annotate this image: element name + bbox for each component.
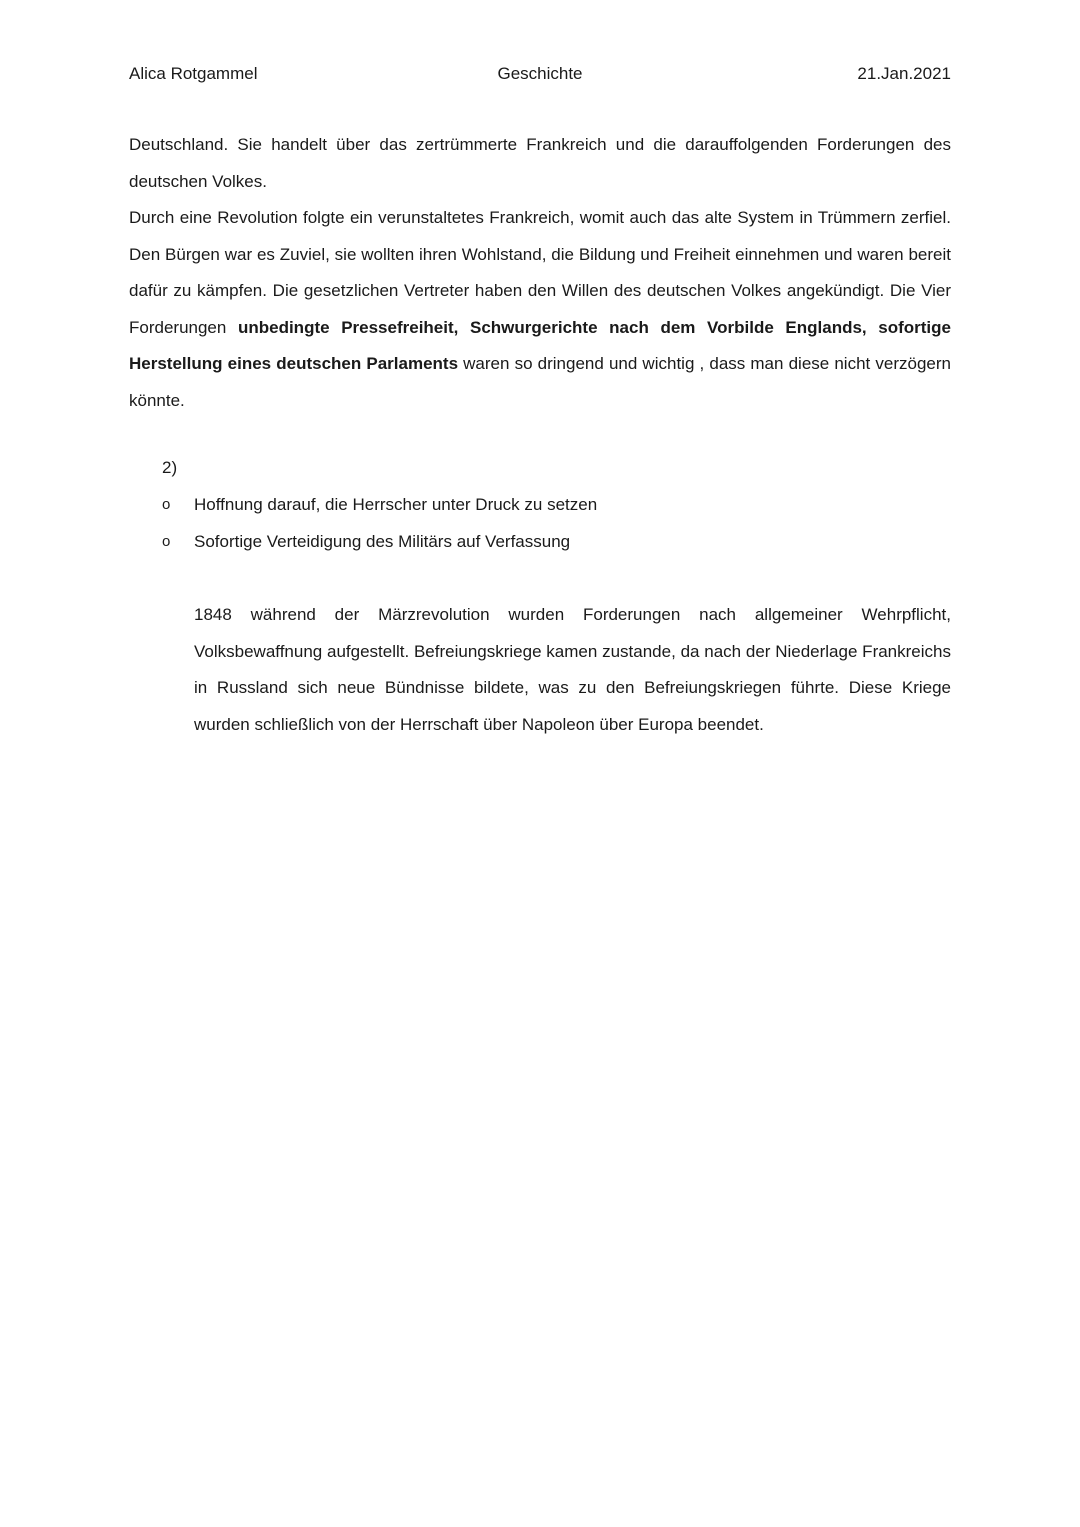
paragraph-2-bold-demands: unbedingte Pressefreiheit, Schwurgerichte nach dem Vorbilde Englands, sofortige Herstellung eines deutschen Parlaments — [129, 317, 951, 373]
section-number: 2) — [162, 458, 178, 477]
list-item — [129, 491, 951, 528]
header-date: 21.Jan.2021 — [857, 64, 951, 83]
header-subject: Geschichte — [497, 64, 583, 83]
page-header — [129, 64, 951, 88]
list-item-text: Sofortige Verteidigung des Militärs auf Verfassung — [194, 532, 571, 551]
paragraph-1: Deutschland. Sie handelt über das zertrümmerte Frankreich und die darauffolgenden Forderungen des deutschen Volkes. — [129, 135, 951, 191]
paragraph-2 — [129, 200, 951, 419]
bullet-list — [129, 491, 951, 565]
bullet-circle-icon: o — [162, 496, 171, 513]
bullet-circle-icon: o — [162, 533, 171, 550]
answer-paragraph: 1848 während der Märzrevolution wurden Forderungen nach allgemeiner Wehrpflicht, Volksbewaffnung aufgestellt. Befreiungskriege kamen zustande, da nach der Niederlage Frankreichs in Russland sich neue Bündnisse bildete, was zu den Befreiungskriegen führte. Diese Kriege wurden schließlich von der Herrschaft über Napoleon über Europa beendet. — [194, 605, 951, 734]
header-author: Alica Rotgammel — [129, 64, 258, 83]
list-item-text: Hoffnung darauf, die Herrscher unter Druck zu setzen — [194, 495, 598, 514]
paragraph-2-text-end: waren so dringend und wichtig , dass man diese nicht verzögern könnte. — [129, 354, 951, 410]
list-item — [129, 528, 951, 565]
body-text — [129, 127, 951, 419]
paragraph-2-text-start: Durch eine Revolution folgte ein verunstaltetes Frankreich, womit auch das alte System in Trümmern zerfiel. Den Bürgen war es Zuviel, sie wollten ihren Wohlstand, die Bildung und Freiheit einnehmen und waren bereit dafür zu kämpfen. Die gesetzlichen Vertreter haben den Willen des deutschen Volkes angekündigt. Die Vier Forderungen — [129, 208, 951, 337]
